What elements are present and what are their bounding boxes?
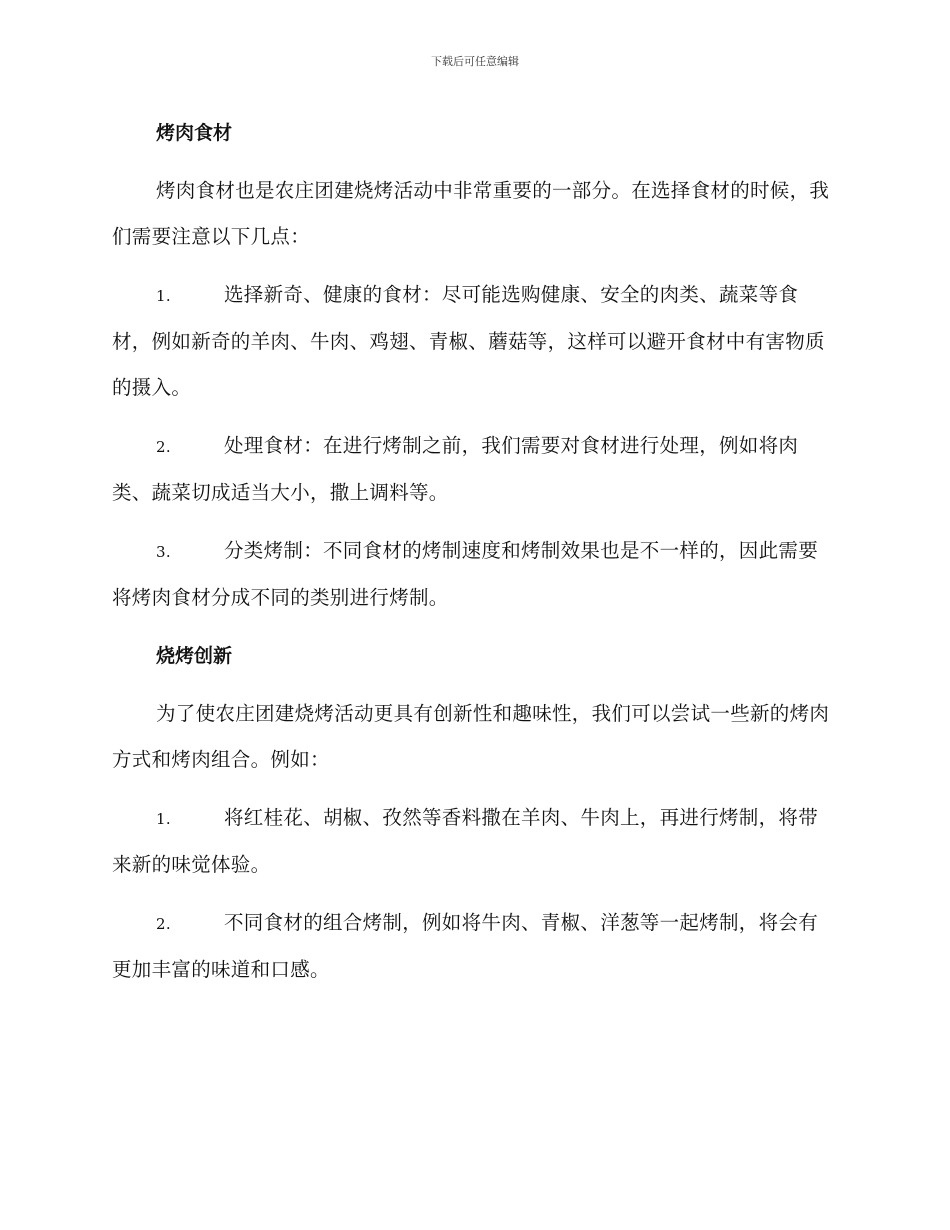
list-item-text: 不同食材的组合烤制，例如将牛肉、青椒、洋葱等一起烤制，将会有更加丰富的味道和口感。: [112, 911, 819, 981]
list-item: [112, 795, 834, 888]
list-item-text: 处理食材：在进行烤制之前，我们需要对食材进行处理，例如将肉类、蔬菜切成适当大小，撒上调料等。: [112, 434, 799, 504]
section-intro-innovation: 为了使农庄团建烧烤活动更具有创新性和趣味性，我们可以尝试一些新的烤肉方式和烤肉组合。例如：: [112, 702, 830, 771]
list-item-text: 将红桂花、胡椒、孜然等香料撒在羊肉、牛肉上，再进行烤制，将带来新的味觉体验。: [112, 806, 819, 876]
section-intro-ingredients: 烤肉食材也是农庄团建烧烤活动中非常重要的一部分。在选择食材的时候，我们需要注意以下几点：: [112, 179, 830, 248]
list-number: 1.: [156, 810, 171, 828]
page-header-note: 下载后可任意编辑: [431, 55, 519, 68]
list-number: 2.: [156, 438, 171, 456]
list-item-text: 选择新奇、健康的食材：尽可能选购健康、安全的肉类、蔬菜等食材，例如新奇的羊肉、牛肉、鸡翅、青椒、蘑菇等，这样可以避开食材中有害物质的摄入。: [112, 283, 825, 399]
document-body: [112, 110, 834, 993]
section-heading-innovation: 烧烤创新: [156, 645, 233, 667]
section-heading-ingredients: 烤肉食材: [156, 122, 233, 144]
list-number: 3.: [156, 543, 171, 561]
list-item: [112, 528, 834, 621]
list-item: [112, 272, 834, 411]
list-item: [112, 900, 834, 993]
list-item: [112, 423, 834, 516]
list-number: 2.: [156, 915, 171, 933]
list-item-text: 分类烤制：不同食材的烤制速度和烤制效果也是不一样的，因此需要将烤肉食材分成不同的类别进行烤制。: [112, 539, 819, 609]
list-number: 1.: [156, 287, 171, 305]
